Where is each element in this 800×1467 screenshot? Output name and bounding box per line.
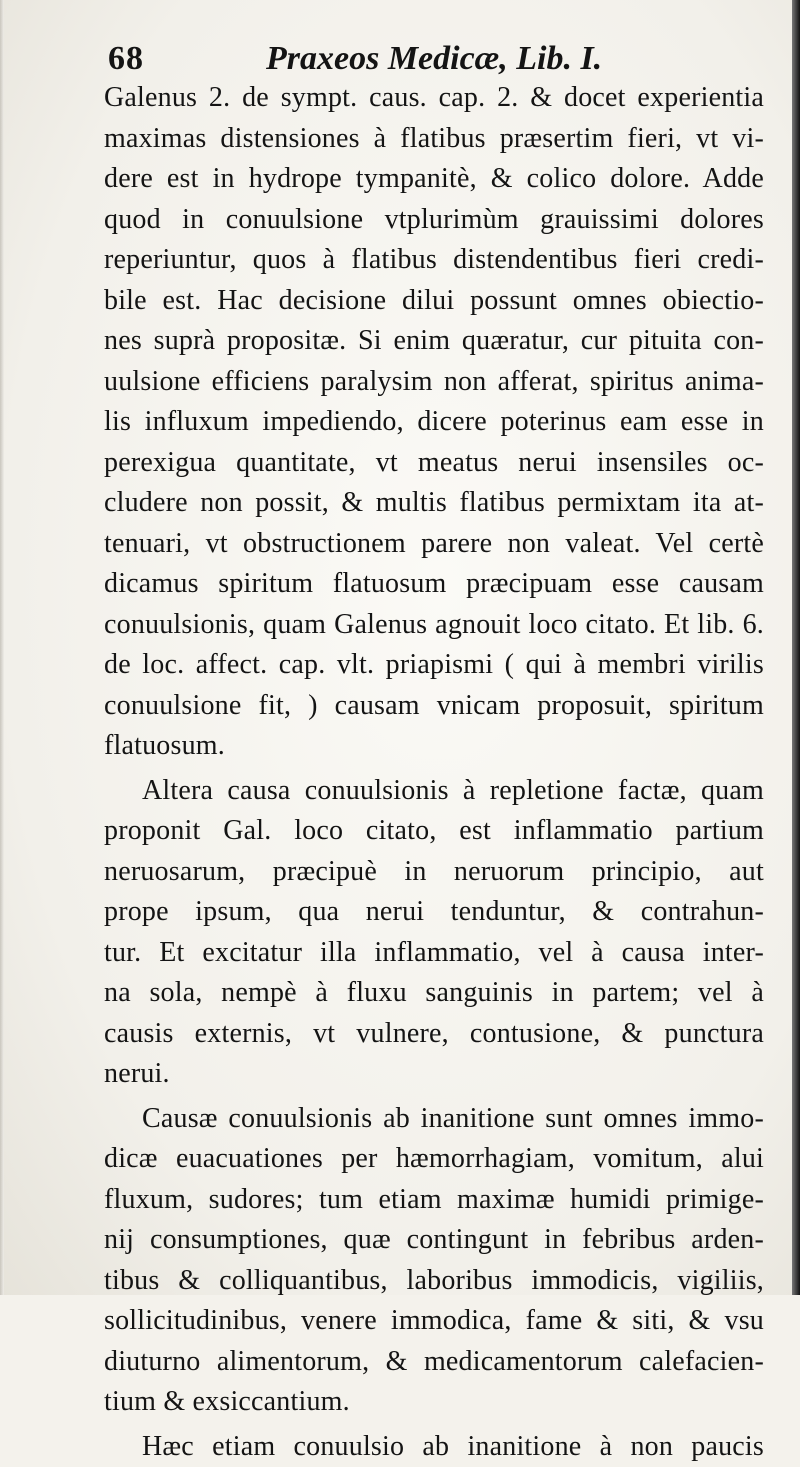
page-right-edge-shadow: [792, 0, 800, 1295]
text-line: dere est in hydrope tympanitè, & colico dolore. Adde: [104, 159, 764, 200]
paragraph-start-line: Causæ conuulsionis ab inanitione sunt omnes immo-: [104, 1099, 764, 1140]
text-line: sollicitudinibus, venere immodica, fame & siti, & vsu: [104, 1301, 764, 1342]
text-line: tur. Et excitatur illa inflammatio, vel à causa inter-: [104, 933, 764, 974]
text-line: quod in conuulsione vtplurimùm grauissimi dolores: [104, 200, 764, 241]
text-line: proponit Gal. loco citato, est inflammatio partium: [104, 811, 764, 852]
text-line: causis externis, vt vulnere, contusione, & punctura: [104, 1014, 764, 1055]
text-line: bile est. Hac decisione dilui possunt omnes obiectio-: [104, 281, 764, 322]
text-line: cludere non possit, & multis flatibus permixtam ita at-: [104, 483, 764, 524]
text-line: fluxum, sudores; tum etiam maximæ humidi primige-: [104, 1180, 764, 1221]
text-line: diuturno alimentorum, & medicamentorum calefacien-: [104, 1342, 764, 1383]
text-line: maximas distensiones à flatibus præsertim fieri, vt vi-: [104, 119, 764, 160]
paragraph-start-line: Altera causa conuulsionis à repletione factæ, quam: [104, 771, 764, 812]
text-line: nes suprà propositæ. Si enim quæratur, cur pituita con-: [104, 321, 764, 362]
text-line: nerui.: [104, 1054, 764, 1095]
text-line: neruosarum, præcipuè in neruorum principio, aut: [104, 852, 764, 893]
text-line: prope ipsum, qua nerui tenduntur, & contrahun-: [104, 892, 764, 933]
body-text: [104, 78, 764, 1467]
text-line: conuulsione fit, ) causam vnicam proposuit, spiritum: [104, 686, 764, 727]
text-line: tenuari, vt obstructionem parere non valeat. Vel certè: [104, 524, 764, 565]
text-line: Galenus 2. de sympt. caus. cap. 2. & docet experientia: [104, 78, 764, 119]
text-line: de loc. affect. cap. vlt. priapismi ( qui à membri virilis: [104, 645, 764, 686]
page-left-edge: [0, 0, 4, 1295]
text-line: reperiuntur, quos à flatibus distendentibus fieri credi-: [104, 240, 764, 281]
text-line: dicæ euacuationes per hæmorrhagiam, vomitum, alui: [104, 1139, 764, 1180]
text-line: flatuosum.: [104, 726, 764, 767]
text-line: perexigua quantitate, vt meatus nerui insensiles oc-: [104, 443, 764, 484]
paragraph-start-line: Hæc etiam conuulsio ab inanitione à non paucis: [104, 1427, 764, 1467]
text-line: uulsione efficiens paralysim non afferat, spiritus anima-: [104, 362, 764, 403]
text-line: conuulsionis, quam Galenus agnouit loco citato. Et lib. 6.: [104, 605, 764, 646]
text-line: dicamus spiritum flatuosum præcipuam esse causam: [104, 564, 764, 605]
text-line: tium & exsiccantium.: [104, 1382, 764, 1423]
text-line: na sola, nempè à fluxu sanguinis in partem; vel à: [104, 973, 764, 1014]
text-line: nij consumptiones, quæ contingunt in febribus arden-: [104, 1220, 764, 1261]
text-line: tibus & colliquantibus, laboribus immodicis, vigiliis,: [104, 1261, 764, 1302]
page-header: [108, 36, 748, 82]
page-number: 68: [108, 36, 144, 82]
text-line: lis influxum impediendo, dicere poterinus eam esse in: [104, 402, 764, 443]
running-title: Praxeos Medicæ, Lib. I.: [266, 36, 602, 82]
